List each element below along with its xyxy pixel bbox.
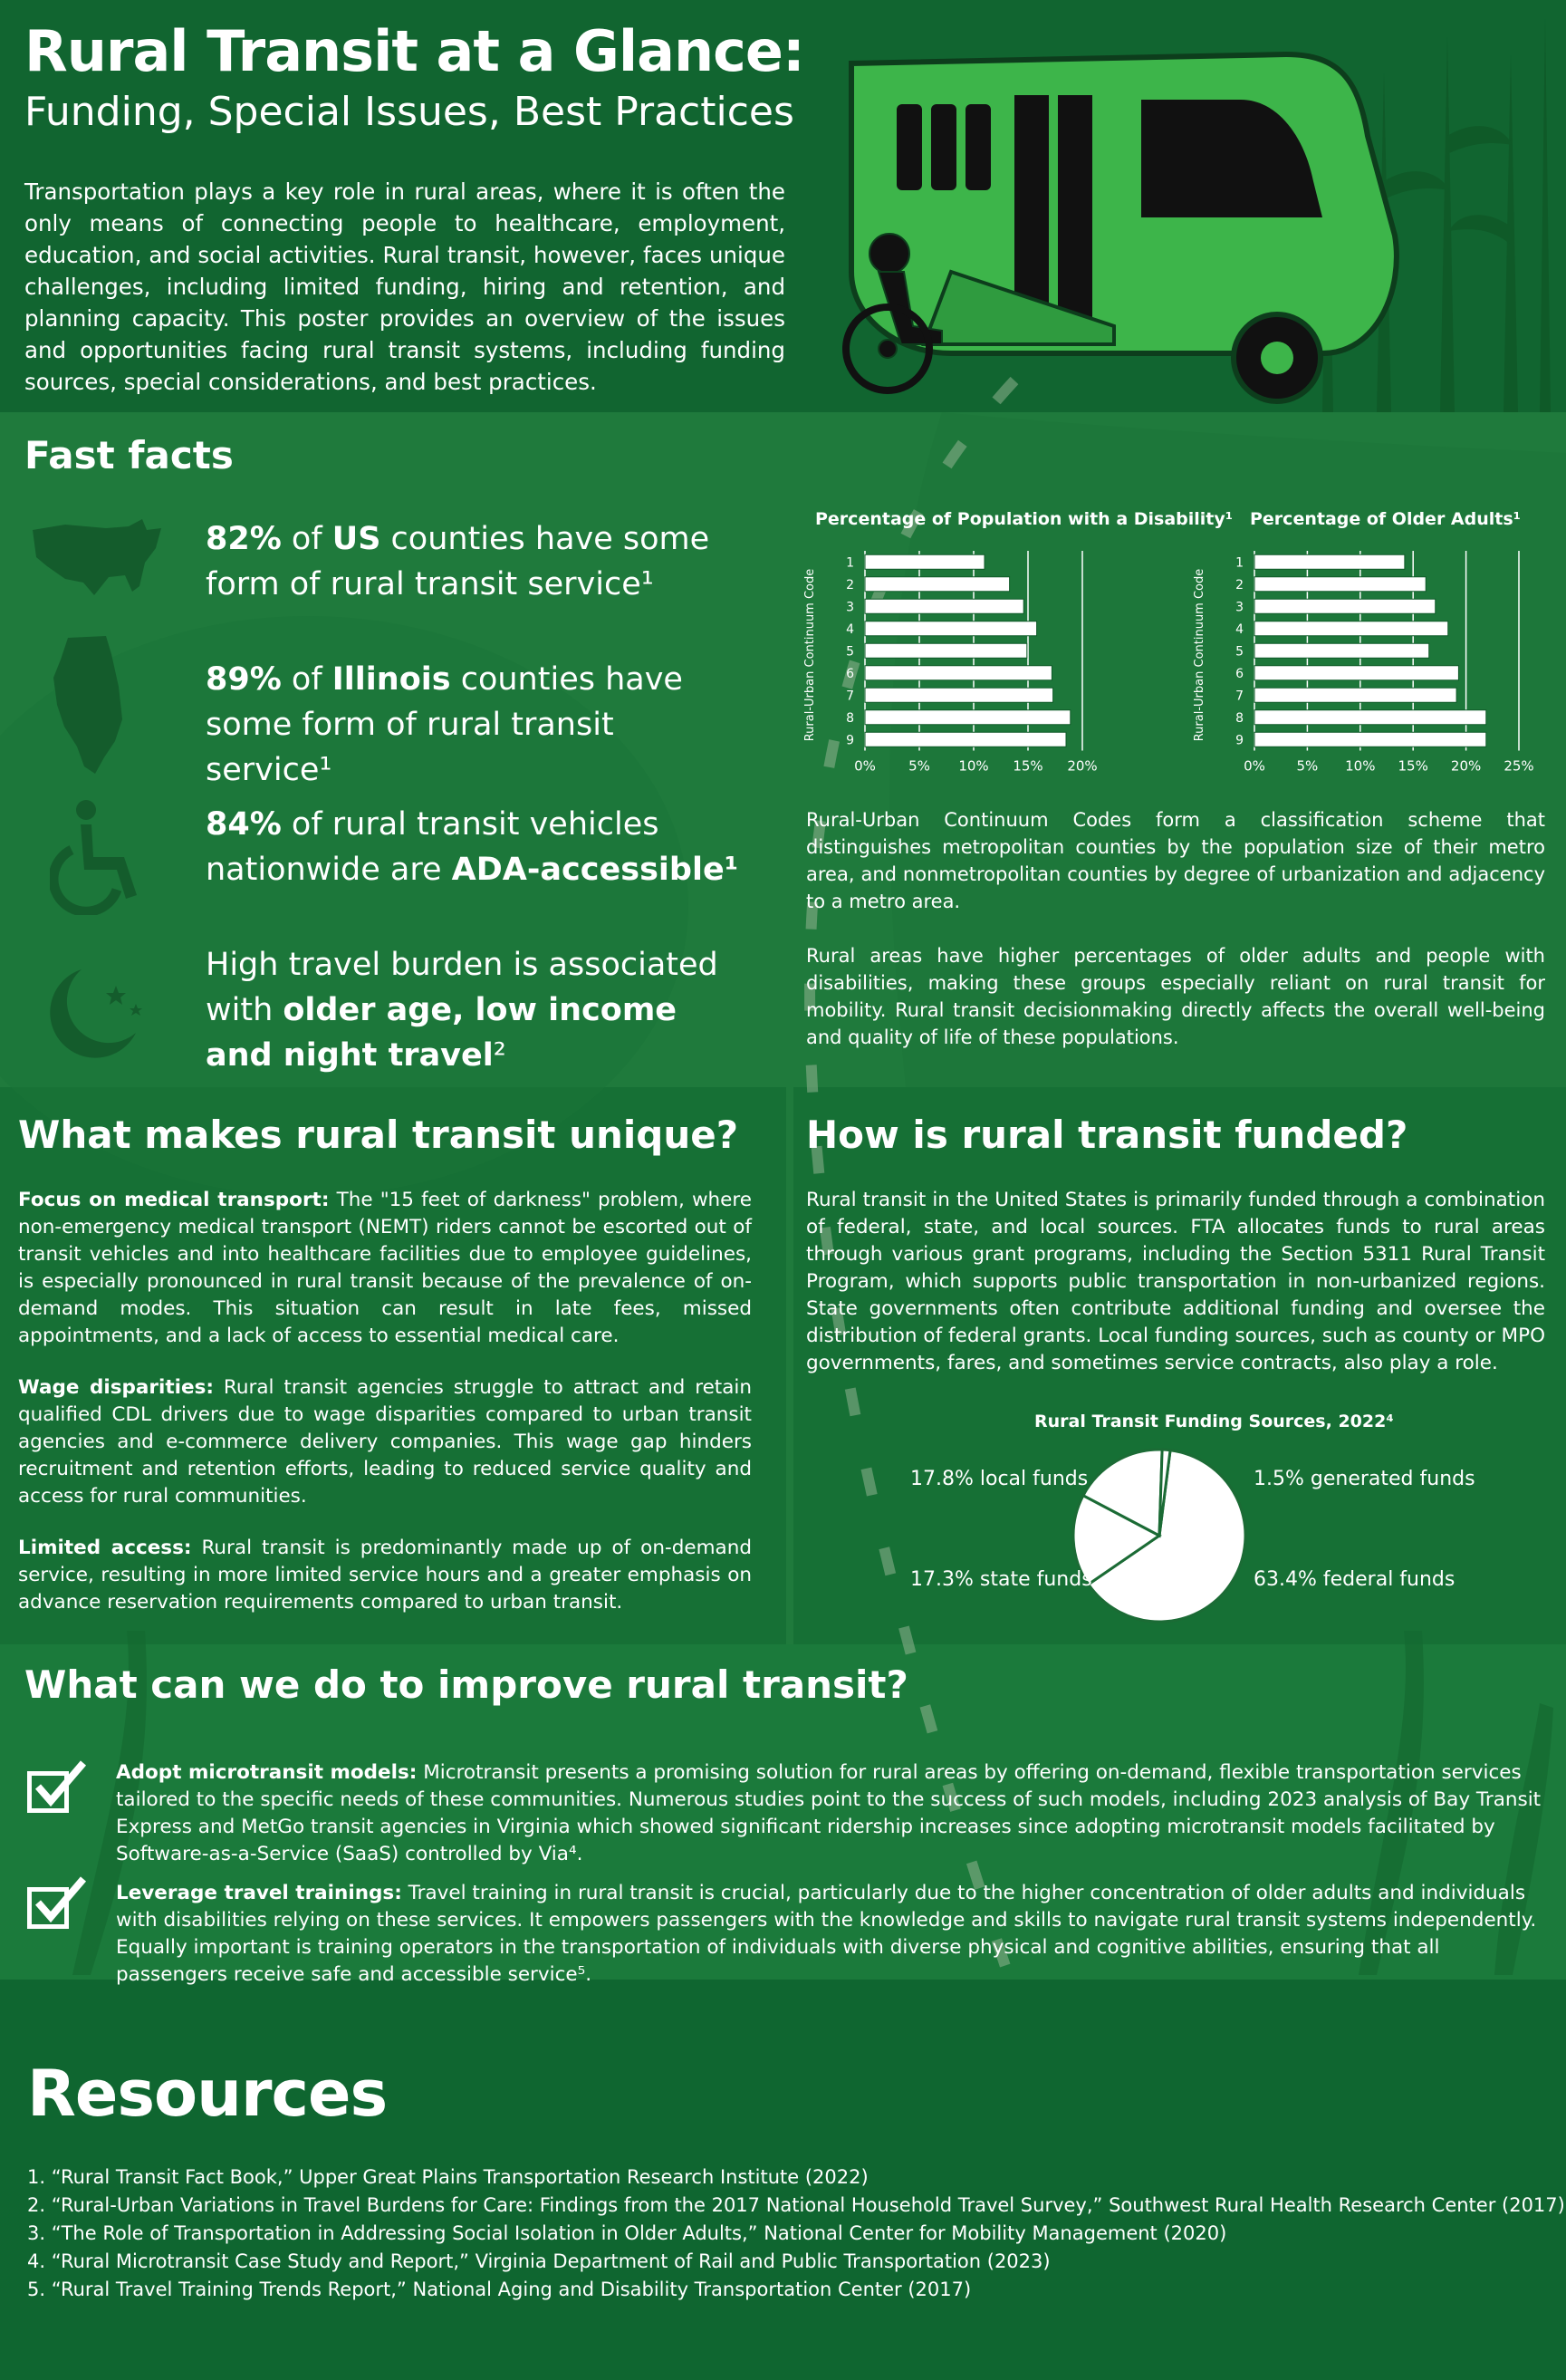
bar (865, 621, 1037, 636)
bar (1254, 599, 1436, 613)
y-tick-label: 8 (846, 710, 854, 726)
improve-heading: What can we do to improve rural transit? (24, 1662, 908, 1707)
fact-ada-accessible: 84% of rural transit vehicles nationwide are ADA-accessible¹ (206, 806, 739, 888)
improve-item-microtransit: Adopt microtransit models: Microtransit presents a promising solution for rural areas by offering on-demand, flexible transportation services tailored to the specific needs of these communities. Numerous studies point to the success of such models, including 2023 analysis of Bay Transit Express and MetGo transit agencies in Virginia which showed significant ridership increases since adopting microtransit models facilitated by Software-as-a-Service (SaaS) controlled by Via⁴. (116, 1761, 1542, 1865)
x-tick-label: 10% (1345, 757, 1376, 775)
y-tick-label: 5 (846, 644, 854, 660)
bar (1254, 621, 1448, 636)
moon-stars-icon (36, 960, 154, 1069)
bar (1254, 643, 1429, 658)
y-tick-label: 4 (846, 621, 854, 637)
resource-item: 5. “Rural Travel Training Trends Report,” National Aging and Disability Transportation Center (2017) (27, 2279, 972, 2300)
disability-bar-chart (797, 542, 1177, 786)
older-adults-bar-chart (1187, 542, 1566, 786)
bar (1254, 732, 1486, 747)
y-tick-label: 9 (846, 733, 854, 748)
fact-us-counties: 82% of US counties have some form of rural transit service¹ (206, 521, 710, 602)
y-axis-label: Rural-Urban Continuum Code (803, 568, 817, 742)
unique-item-medical: Focus on medical transport: The "15 feet of darkness" problem, where non-emergency medical transport (NEMT) riders cannot be escorted out of transit vehicles and into healthcare facilities due to employee guidelines, is especially pronounced in rural transit because of the prevalence of on-demand modes. This situation can result in late fees, missed appointments, and a lack of access to essential medical care. (18, 1189, 752, 1347)
y-tick-label: 2 (1235, 577, 1244, 593)
resource-item: 1. “Rural Transit Fact Book,” Upper Great Plains Transportation Research Institute (2022) (27, 2166, 869, 2188)
bar (865, 688, 1053, 702)
bar (1254, 554, 1405, 569)
illinois-map-icon (50, 632, 131, 777)
checkmark-icon (27, 1874, 91, 1932)
unique-item-wage: Wage disparities: Rural transit agencies struggle to attract and retain qualified CDL drivers due to wage disparities compared to urban transit agencies and e-commerce delivery companies. This wage gap hinders recruitment and retention efforts, leading to reduced service quality and access for rural communities. (18, 1376, 753, 1508)
x-tick-label: 5% (908, 757, 930, 775)
pie-label-generated: 1.5% generated funds (1254, 1468, 1475, 1490)
pie-label-federal: 63.4% federal funds (1254, 1568, 1456, 1591)
x-tick-label: 20% (1450, 757, 1482, 775)
bar (1254, 688, 1456, 702)
bar (865, 554, 985, 569)
x-tick-label: 15% (1013, 757, 1043, 775)
funded-heading: How is rural transit funded? (806, 1113, 1408, 1157)
unique-heading: What makes rural transit unique? (18, 1113, 739, 1157)
resource-item: 2. “Rural-Urban Variations in Travel Burdens for Care: Findings from the 2017 National Household Travel Survey,” Southwest Rural Health Research Center (2017) (27, 2194, 1565, 2216)
fast-facts-heading: Fast facts (24, 433, 234, 477)
y-tick-label: 2 (846, 577, 854, 593)
y-tick-label: 5 (1235, 644, 1244, 660)
us-map-icon (29, 512, 165, 602)
y-tick-label: 1 (1235, 555, 1244, 571)
improve-item-travel-training: Leverage travel trainings: Travel training in rural transit is crucial, particularly due to the higher concentration of older adults and individuals with disabilities relying on these services. It empowers passengers with the knowledge and skills to navigate rural transit systems independently. Equally important is training operators in the transportation of individuals with diverse physical and cognitive abilities, ensuring that all passengers receive safe and accessible service⁵. (116, 1882, 1537, 1986)
bar (1254, 577, 1426, 592)
page-title: Rural Transit at a Glance: (24, 18, 804, 84)
bar (865, 599, 1023, 613)
unique-item-access: Limited access: Rural transit is predominantly made up of on-demand service, resulting in more limited service hours and a greater emphasis on advance reservation requirements compared to urban transit. (18, 1537, 752, 1614)
y-tick-label: 6 (846, 666, 854, 681)
unique-list (18, 1187, 752, 1641)
resource-item: 3. “The Role of Transportation in Addressing Social Isolation in Older Adults,” National Center for Mobility Management (2020) (27, 2222, 1227, 2244)
rucc-description: Rural-Urban Continuum Codes form a classification scheme that distinguishes metropolitan counties by the population size of their metro area, and nonmetropolitan counties by degree of urbanization and adjacency to a metro area. (806, 809, 1545, 912)
resources-list (27, 2163, 1565, 2304)
x-tick-label: 15% (1398, 757, 1428, 775)
page-subtitle: Funding, Special Issues, Best Practices (24, 89, 794, 135)
accessibility-icon (50, 797, 149, 915)
bar (865, 666, 1052, 680)
y-tick-label: 7 (846, 689, 854, 704)
y-tick-label: 6 (1235, 666, 1244, 681)
y-tick-label: 4 (1235, 621, 1244, 637)
resources-heading: Resources (27, 2057, 388, 2131)
x-tick-label: 20% (1067, 757, 1098, 775)
fact-illinois-counties: 89% of Illinois counties have some form of rural transit service¹ (206, 661, 683, 788)
funding-pie-chart (1069, 1445, 1250, 1626)
disability-chart-title: Percentage of Population with a Disability¹ (815, 509, 1234, 529)
bar (1254, 710, 1486, 725)
bar (865, 732, 1066, 747)
y-tick-label: 1 (846, 555, 854, 571)
x-tick-label: 25% (1504, 757, 1534, 775)
checkmark-icon (27, 1758, 91, 1816)
y-tick-label: 3 (1235, 600, 1244, 615)
y-tick-label: 9 (1235, 733, 1244, 748)
funding-pie-title: Rural Transit Funding Sources, 2022⁴ (1034, 1412, 1394, 1431)
rural-populations-description: Rural areas have higher percentages of older adults and people with disabilities, making these groups especially reliant on rural transit for mobility. Rural transit decisionmaking directly affects the overall well-being and quality of life of these populations. (806, 945, 1545, 1048)
resource-item: 4. “Rural Microtransit Case Study and Report,” Virginia Department of Rail and Public Transportation (2023) (27, 2250, 1051, 2272)
x-tick-label: 10% (958, 757, 989, 775)
bar (1254, 666, 1458, 680)
y-axis-label: Rural-Urban Continuum Code (1193, 568, 1206, 742)
older-adults-chart-title: Percentage of Older Adults¹ (1250, 509, 1521, 529)
y-tick-label: 7 (1235, 689, 1244, 704)
pie-label-state: 17.3% state funds (910, 1568, 1092, 1591)
x-tick-label: 0% (1244, 757, 1265, 775)
y-tick-label: 8 (1235, 710, 1244, 726)
y-tick-label: 3 (846, 600, 854, 615)
pie-label-local: 17.8% local funds (910, 1468, 1089, 1490)
bus-illustration (815, 0, 1566, 412)
bar (865, 577, 1010, 592)
x-tick-label: 0% (854, 757, 876, 775)
bar (865, 643, 1027, 658)
x-tick-label: 5% (1296, 757, 1319, 775)
fact-travel-burden: High travel burden is associated with older age, low income and night travel² (206, 947, 718, 1074)
funded-paragraph: Rural transit in the United States is primarily funded through a combination of federal, state, and local sources. FTA allocates funds to rural areas through various grant programs, including the Section 5311 Rural Transit Program, which supports public transportation in non-urbanized regions. State governments often contribute additional funding and oversee the distribution of federal grants. Local funding sources, such as county or MPO governments, fares, and sometimes service contracts, also play a role. (806, 1189, 1545, 1374)
bar (865, 710, 1071, 725)
intro-paragraph: Transportation plays a key role in rural areas, where it is often the only means of connecting people to healthcare, employment, education, and social activities. Rural transit, however, faces unique challenges, including limited funding, hiring and retention, and planning capacity. This poster provides an overview of the issues and opportunities facing rural transit systems, including funding sources, special considerations, and best practices. (24, 178, 785, 395)
